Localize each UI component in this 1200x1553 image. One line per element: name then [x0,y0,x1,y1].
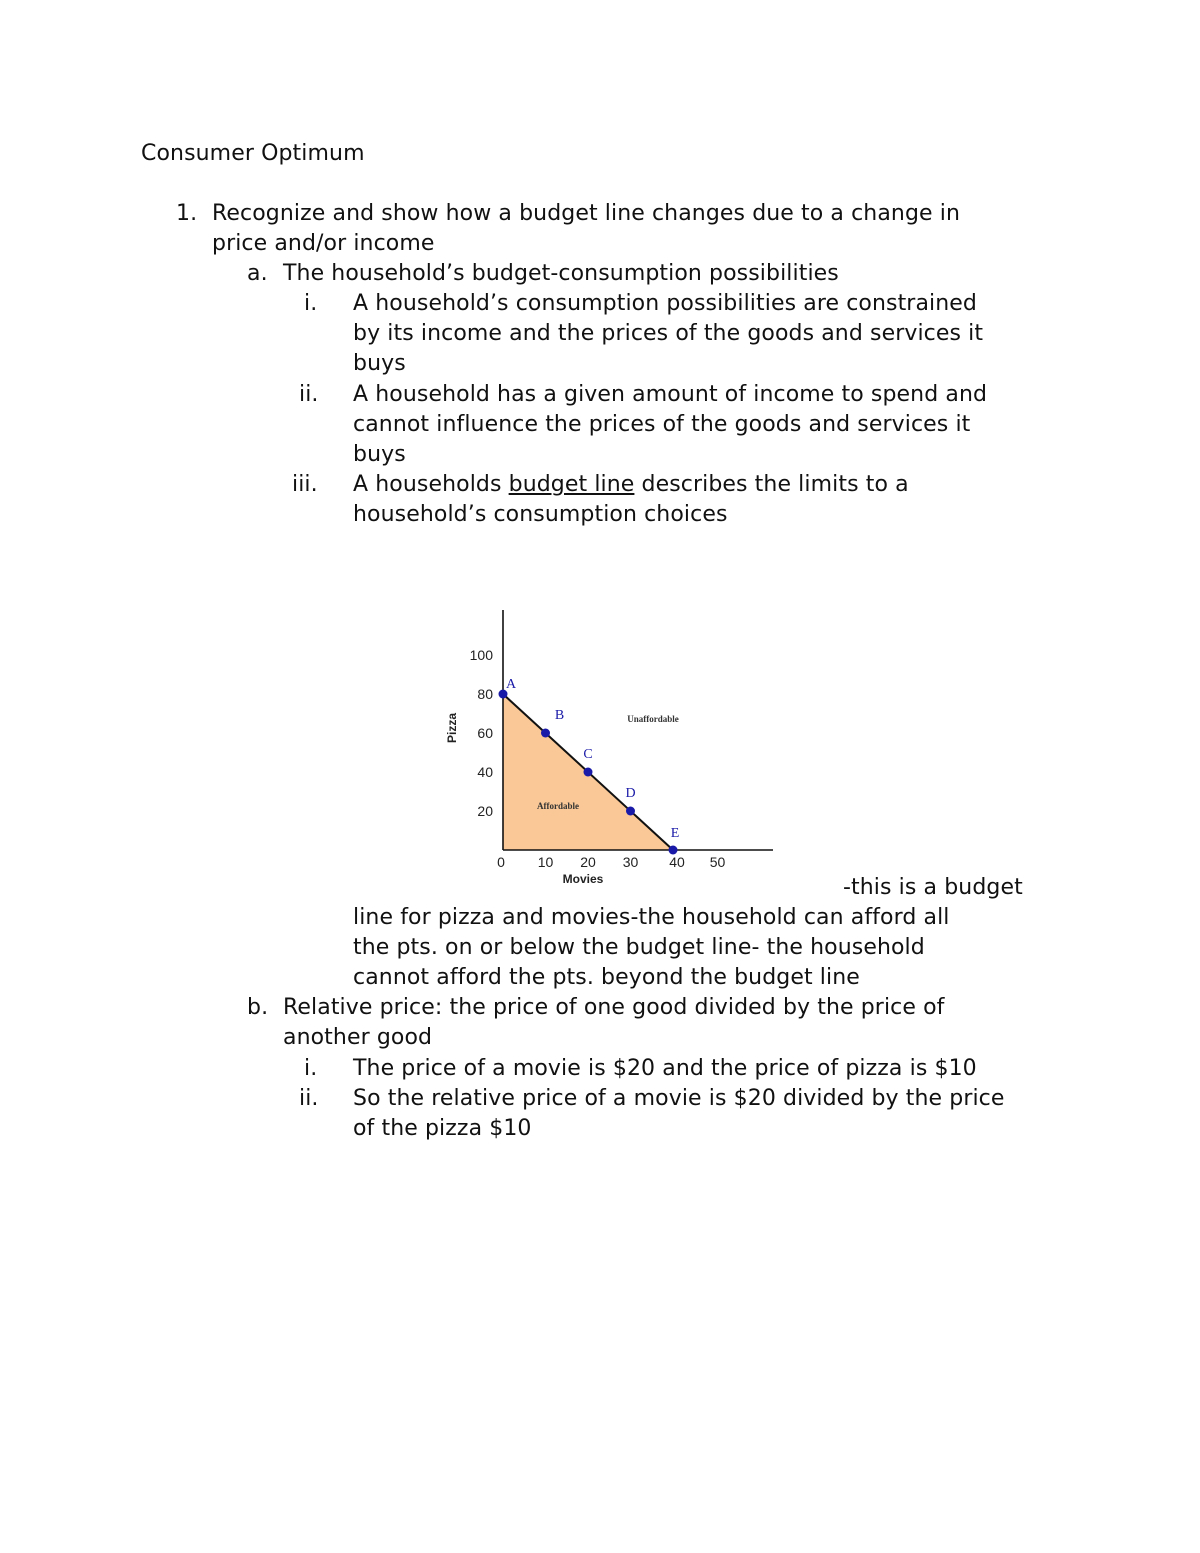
x-tick-label: 50 [709,854,726,870]
list-item-1-line2: price and/or income [212,231,435,256]
y-axis-label: Pizza [445,712,459,744]
list-item-b-marker: b. [247,995,269,1020]
list-item-1-line1: Recognize and show how a budget line changes due to a change in [212,201,960,226]
budget-line-chart [430,600,790,890]
y-tick-label: 100 [469,647,493,663]
list-item-a-ii-marker: ii. [299,382,319,407]
list-item-a-ii-line2: cannot influence the prices of the goods and services it [353,412,971,437]
point-c [584,768,593,777]
list-item-b-i-marker: i. [304,1056,318,1081]
x-tick-label: 10 [537,854,554,870]
list-item-a-text: The household’s budget-consumption possibilities [283,261,839,286]
point-label-b: B [554,708,565,723]
point-b [541,729,550,738]
budget-line-term: budget line [508,472,635,497]
y-tick-label: 60 [477,725,493,741]
x-tick-label: 20 [580,854,596,870]
y-tick-label: 40 [477,764,493,780]
chart-caption-line4: cannot afford the pts. beyond the budget line [353,965,860,990]
point-label-d: D [625,786,636,801]
point-label-e: E [670,826,680,841]
list-item-b-ii-line2: of the pizza $10 [353,1116,532,1141]
list-item-b-i-line1: The price of a movie is $20 and the price of pizza is $10 [353,1056,977,1081]
list-item-b-line1: Relative price: the price of one good divided by the price of [283,995,945,1020]
chart-caption-line3: the pts. on or below the budget line- the household [353,935,925,960]
page-title: Consumer Optimum [141,141,365,166]
point-e [669,846,678,855]
x-tick-label: 40 [669,854,685,870]
point-label-c: C [583,747,593,762]
list-item-a-iii-marker: iii. [292,472,318,497]
x-tick-label: 30 [622,854,639,870]
list-item-a-marker: a. [247,261,268,286]
budget-line-post: describes the limits to a [634,472,909,497]
list-item-b-line2: another good [283,1025,433,1050]
x-axis-label: Movies [562,872,604,886]
chart-caption-line2: line for pizza and movies-the household can afford all [353,905,950,930]
list-item-a-ii-line1: A household has a given amount of income to spend and [353,382,988,407]
list-item-a-i-line3: buys [353,351,406,376]
y-tick-label: 80 [477,686,493,702]
unaffordable-label: Unaffordable [627,714,679,724]
point-d [626,807,635,816]
list-item-a-iii-line2: household’s consumption choices [353,502,728,527]
list-item-b-ii-line1: So the relative price of a movie is $20 divided by the price [353,1086,1005,1111]
point-label-a: A [505,677,517,692]
list-item-a-i-line2: by its income and the prices of the goods and services it [353,321,984,346]
y-tick-label: 20 [477,803,493,819]
list-item-1-number: 1. [176,201,198,226]
budget-line-pre: A households [353,472,509,497]
affordable-label: Affordable [537,801,579,811]
list-item-b-ii-marker: ii. [299,1086,319,1111]
chart-caption-line1: -this is a budget [843,875,1023,900]
list-item-a-ii-line3: buys [353,442,406,467]
list-item-a-i-line1: A household’s consumption possibilities are constrained [353,291,977,316]
list-item-a-i-marker: i. [304,291,318,316]
x-tick-label: 0 [497,854,505,870]
list-item-a-iii-line1 [353,470,909,500]
